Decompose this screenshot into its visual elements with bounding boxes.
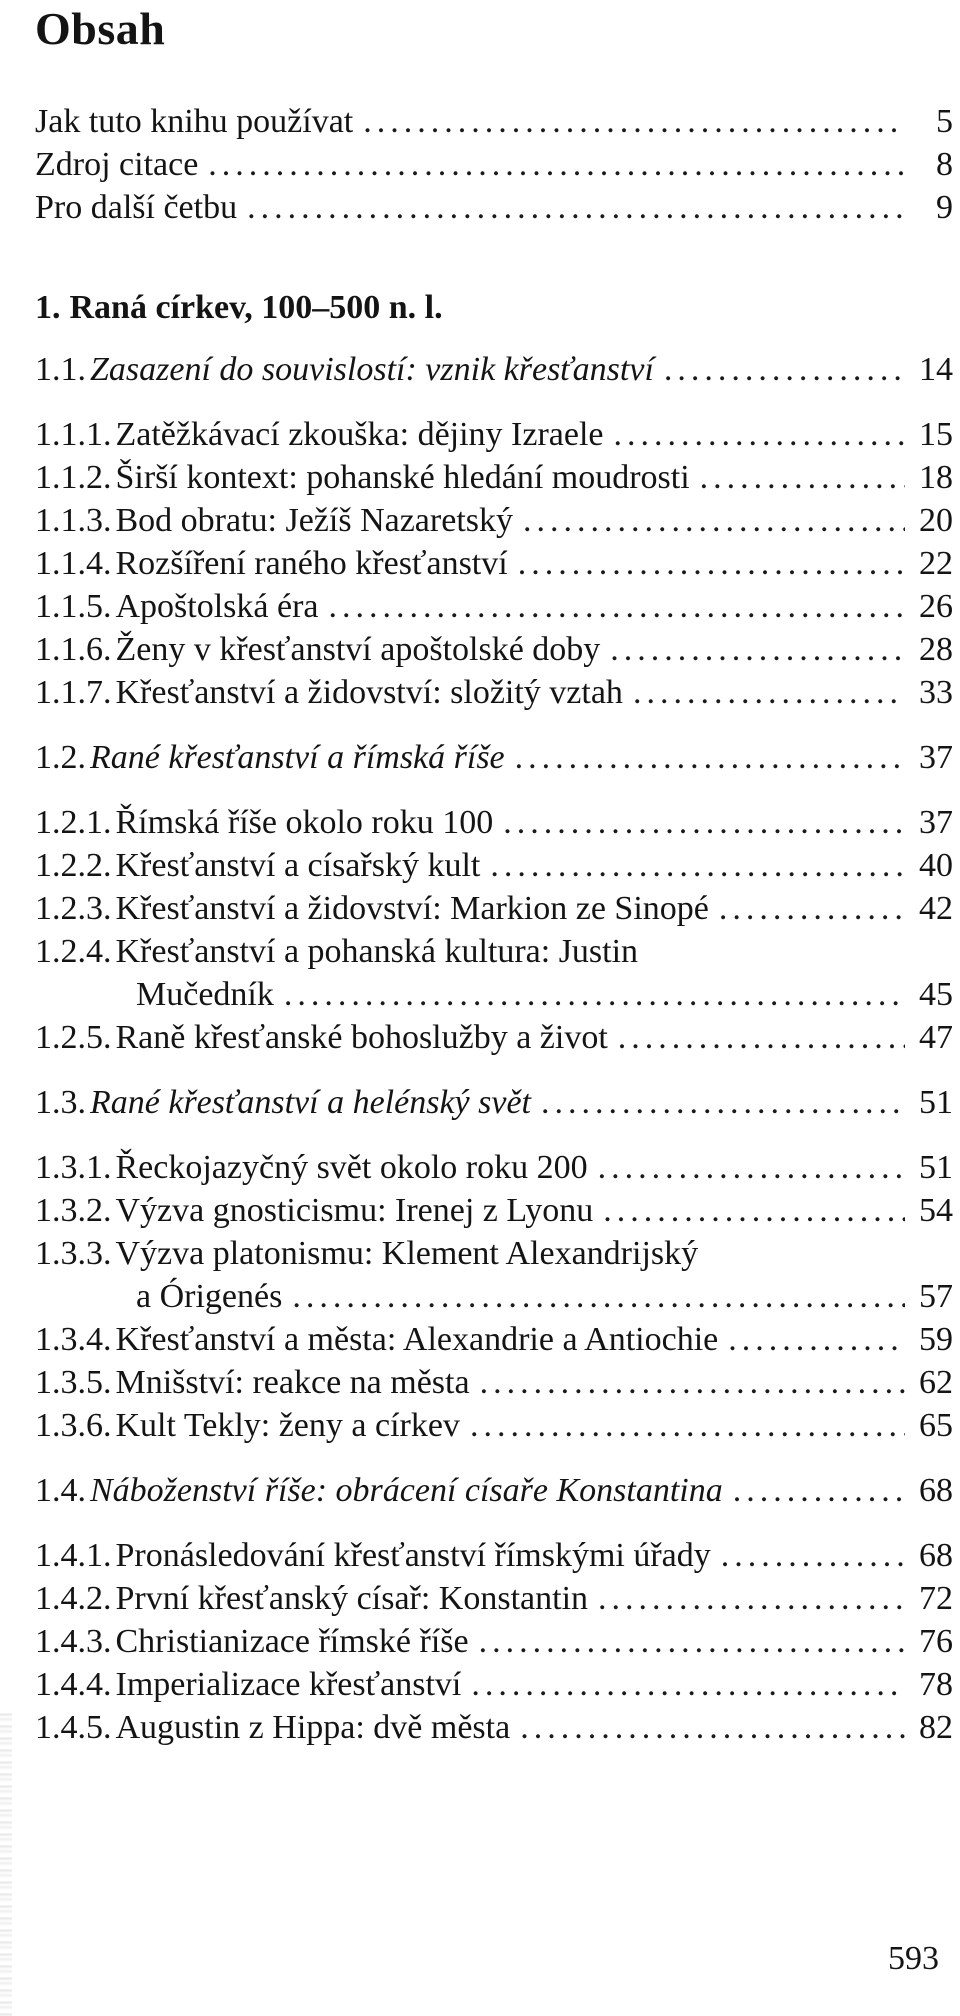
toc-entry-1-3-3[interactable]: [35, 1232, 953, 1276]
toc-entry-page: 14: [919, 351, 953, 388]
page-number: 593: [888, 1940, 939, 1977]
toc-section-title: Náboženství říše: obrácení císaře Konstantina: [90, 1472, 723, 1509]
toc-entry-how-to-use[interactable]: [35, 100, 953, 144]
toc-entry-title-continued: a Órigenés: [136, 1278, 283, 1315]
toc-entry-title: Řeckojazyčný svět okolo roku 200: [115, 1149, 588, 1186]
toc-entry-1-1-2[interactable]: [35, 456, 953, 500]
toc-entry-number: 1.1.7.: [35, 674, 112, 711]
toc-entry-title: Křesťanství a židovství: složitý vztah: [115, 674, 623, 711]
toc-entry-page: 68: [919, 1537, 953, 1574]
toc-entry-page: 28: [919, 631, 953, 668]
leader-dots: [247, 186, 905, 230]
toc-entry-page: 20: [919, 502, 953, 539]
toc-entry-1-1-5[interactable]: [35, 585, 953, 629]
leader-dots: [603, 1189, 905, 1233]
toc-entry-further-reading[interactable]: [35, 186, 953, 230]
toc-entry-title: Římská říše okolo roku 100: [115, 804, 494, 841]
toc-entry-title: Pronásledování křesťanství římskými úřady: [115, 1537, 711, 1574]
leader-dots: [470, 1404, 905, 1448]
toc-entry-page: 42: [919, 890, 953, 927]
toc-entry-page: 37: [919, 739, 953, 776]
toc-entry-number: 1.1.3.: [35, 502, 112, 539]
toc-entry-page: 65: [919, 1407, 953, 1444]
leader-dots: [541, 1081, 905, 1125]
toc-entry-page: 15: [919, 416, 953, 453]
part-title: Raná církev, 100–500 n. l.: [69, 289, 443, 326]
toc-entry-citation-source[interactable]: [35, 143, 953, 187]
toc-section-1-1[interactable]: [35, 348, 953, 392]
part-heading[interactable]: [35, 286, 953, 330]
toc-entry-title: První křesťanský císař: Konstantin: [115, 1580, 589, 1617]
leader-dots: [618, 1016, 905, 1060]
toc-entry-title: Výzva gnosticismu: Irenej z Lyonu: [115, 1192, 594, 1229]
toc-entry-number: 1.1.5.: [35, 588, 112, 625]
toc-entry-page: 54: [919, 1192, 953, 1229]
toc-entry-title: Augustin z Hippa: dvě města: [115, 1709, 511, 1746]
toc-entry-1-1-1[interactable]: [35, 413, 953, 457]
scan-edge-artifact: [0, 1710, 12, 2016]
toc-entry-number: 1.4.2.: [35, 1580, 112, 1617]
toc-entry-page: 76: [919, 1623, 953, 1660]
toc-entry-1-4-2[interactable]: [35, 1577, 953, 1621]
leader-dots: [208, 143, 905, 187]
toc-entry-title: Apoštolská éra: [115, 588, 319, 625]
leader-dots: [518, 542, 905, 586]
toc-entry-page: 72: [919, 1580, 953, 1617]
toc-entry-page: 8: [936, 146, 953, 183]
toc-entry-title: Jak tuto knihu používat: [35, 103, 354, 140]
toc-entry-page: 40: [919, 847, 953, 884]
toc-entry-1-1-7[interactable]: [35, 671, 953, 715]
toc-entry-number: 1.4.5.: [35, 1709, 112, 1746]
toc-entry-number: 1.1.4.: [35, 545, 112, 582]
toc-entry-number: 1.2.5.: [35, 1019, 112, 1056]
toc-entry-page: 68: [919, 1472, 953, 1509]
toc-entry-title: Raně křesťanské bohoslužby a život: [115, 1019, 608, 1056]
toc-entry-title: Výzva platonismu: Klement Alexandrijský: [115, 1235, 699, 1272]
leader-dots: [719, 887, 905, 931]
toc-entry-title: Imperializace křesťanství: [115, 1666, 462, 1703]
toc-entry-page: 26: [919, 588, 953, 625]
toc-entry-title-continued: Mučedník: [136, 976, 274, 1013]
toc-entry-number: 1.3.1.: [35, 1149, 112, 1186]
toc-entry-page: 51: [919, 1084, 953, 1121]
toc-entry-page: 51: [919, 1149, 953, 1186]
toc-entry-page: 78: [919, 1666, 953, 1703]
toc-entry-1-3-6[interactable]: [35, 1404, 953, 1448]
leader-dots: [610, 628, 905, 672]
toc-entry-title: Širší kontext: pohanské hledání moudrosti: [115, 459, 690, 496]
leader-dots: [523, 499, 905, 543]
toc-entry-1-2-2[interactable]: [35, 844, 953, 888]
leader-dots: [721, 1534, 905, 1578]
leader-dots: [614, 413, 905, 457]
toc-entry-page: 47: [919, 1019, 953, 1056]
toc-section-number: 1.1.: [35, 351, 86, 388]
toc-entry-title: Křesťanství a města: Alexandrie a Antiochie: [115, 1321, 719, 1358]
part-number: 1.: [35, 289, 61, 326]
toc-section-title: Zasazení do souvislostí: vznik křesťanství: [90, 351, 654, 388]
toc-entry-title: Christianizace římské říše: [115, 1623, 469, 1660]
toc-entry-number: 1.3.4.: [35, 1321, 112, 1358]
toc-entry-title: Kult Tekly: ženy a církev: [115, 1407, 460, 1444]
toc-entry-1-3-3-continued[interactable]: [35, 1275, 953, 1319]
toc-entry-1-4-3[interactable]: [35, 1620, 953, 1664]
toc-section-number: 1.3.: [35, 1084, 86, 1121]
leader-dots: [733, 1469, 905, 1513]
toc-entry-page: 45: [919, 976, 953, 1013]
toc-entry-title: Ženy v křesťanství apoštolské doby: [115, 631, 601, 668]
leader-dots: [490, 844, 905, 888]
toc-entry-number: 1.3.6.: [35, 1407, 112, 1444]
toc-entry-number: 1.4.3.: [35, 1623, 112, 1660]
toc-section-title: Rané křesťanství a římská říše: [90, 739, 505, 776]
toc-entry-1-1-3[interactable]: [35, 499, 953, 543]
leader-dots: [363, 100, 905, 144]
leader-dots: [633, 671, 905, 715]
toc-entry-1-2-1[interactable]: [35, 801, 953, 845]
toc-entry-number: 1.1.2.: [35, 459, 112, 496]
toc-entry-title: Křesťanství a židovství: Markion ze Sinopé: [115, 890, 709, 927]
toc-entry-page: 62: [919, 1364, 953, 1401]
toc-entry-page: 37: [919, 804, 953, 841]
toc-entry-1-3-2[interactable]: [35, 1189, 953, 1233]
toc-entry-page: 22: [919, 545, 953, 582]
toc-entry-page: 57: [919, 1278, 953, 1315]
toc-entry-number: 1.4.4.: [35, 1666, 112, 1703]
toc-entry-1-1-6[interactable]: [35, 628, 953, 672]
toc-entry-1-3-5[interactable]: [35, 1361, 953, 1405]
toc-entry-title: Křesťanství a císařský kult: [115, 847, 481, 884]
toc-entry-number: 1.2.4.: [35, 933, 112, 970]
leader-dots: [471, 1663, 905, 1707]
toc-entry-1-1-4[interactable]: [35, 542, 953, 586]
toc-entry-title: Pro další četbu: [35, 189, 238, 226]
toc-entry-1-2-5[interactable]: [35, 1016, 953, 1060]
toc-section-1-4[interactable]: [35, 1469, 953, 1513]
leader-dots: [700, 456, 905, 500]
toc-entry-number: 1.4.1.: [35, 1537, 112, 1574]
toc-entry-1-2-4-continued[interactable]: [35, 973, 953, 1017]
toc-entry-number: 1.2.1.: [35, 804, 112, 841]
toc-entry-page: 59: [919, 1321, 953, 1358]
leader-dots: [292, 1275, 905, 1319]
toc-section-number: 1.2.: [35, 739, 86, 776]
toc-entry-number: 1.1.6.: [35, 631, 112, 668]
leader-dots: [728, 1318, 905, 1362]
toc-entry-1-4-1[interactable]: [35, 1534, 953, 1578]
leader-dots: [329, 585, 905, 629]
toc-entry-number: 1.3.3.: [35, 1235, 112, 1272]
toc-entry-page: 82: [919, 1709, 953, 1746]
toc-section-number: 1.4.: [35, 1472, 86, 1509]
leader-dots: [479, 1620, 905, 1664]
leader-dots: [480, 1361, 905, 1405]
leader-dots: [284, 973, 905, 1017]
toc-section-1-3[interactable]: [35, 1081, 953, 1125]
toc-entry-1-3-1[interactable]: [35, 1146, 953, 1190]
leader-dots: [664, 348, 905, 392]
toc-entry-1-2-4[interactable]: [35, 930, 953, 974]
toc-section-title: Rané křesťanství a helénský svět: [90, 1084, 531, 1121]
leader-dots: [598, 1577, 905, 1621]
toc-entry-1-3-4[interactable]: [35, 1318, 953, 1362]
toc-entry-title: Mnišství: reakce na města: [115, 1364, 470, 1401]
toc-entry-number: 1.2.3.: [35, 890, 112, 927]
leader-dots: [515, 736, 905, 780]
leader-dots: [598, 1146, 905, 1190]
leader-dots: [503, 801, 905, 845]
toc-entry-title: Rozšíření raného křesťanství: [115, 545, 508, 582]
toc-entry-1-4-5[interactable]: [35, 1706, 953, 1750]
toc-section-1-2[interactable]: [35, 736, 953, 780]
toc-entry-page: 9: [936, 189, 953, 226]
toc-entry-title: Křesťanství a pohanská kultura: Justin: [115, 933, 639, 970]
toc-entry-1-4-4[interactable]: [35, 1663, 953, 1707]
leader-dots: [520, 1706, 905, 1750]
toc-entry-page: 18: [919, 459, 953, 496]
toc-entry-number: 1.3.5.: [35, 1364, 112, 1401]
toc-entry-number: 1.2.2.: [35, 847, 112, 884]
toc-entry-title: Zatěžkávací zkouška: dějiny Izraele: [115, 416, 604, 453]
toc-entry-1-2-3[interactable]: [35, 887, 953, 931]
toc-entry-page: 33: [919, 674, 953, 711]
page-title: Obsah: [35, 3, 166, 54]
toc-entry-title: Bod obratu: Ježíš Nazaretský: [115, 502, 513, 539]
toc-entry-number: 1.1.1.: [35, 416, 112, 453]
toc-entry-number: 1.3.2.: [35, 1192, 112, 1229]
toc-entry-page: 5: [936, 103, 953, 140]
toc-entry-title: Zdroj citace: [35, 146, 199, 183]
